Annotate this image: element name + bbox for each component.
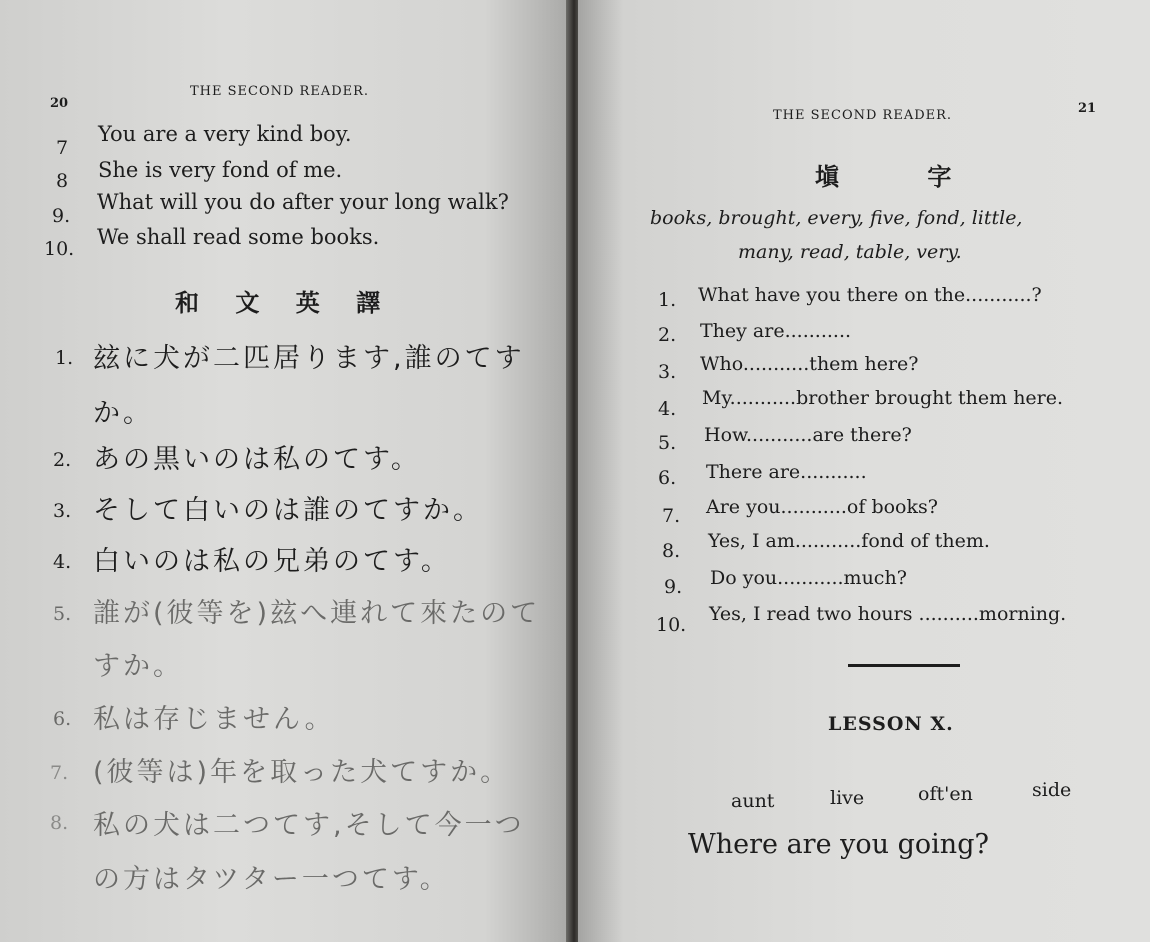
exercise-number: 5. — [658, 432, 677, 454]
line-number: 1. — [55, 347, 74, 369]
exercise-number: 8. — [662, 540, 681, 562]
exercise-text: Yes, I am...........fond of them. — [708, 530, 990, 552]
vocab-word: oft'en — [918, 783, 973, 805]
english-line: She is very fond of me. — [98, 158, 343, 182]
exercise-text: They are........... — [700, 320, 852, 342]
line-number: 10. — [44, 238, 75, 260]
line-number: 4. — [53, 551, 72, 573]
japanese-line: 白いのは私の兄弟のてす。 — [93, 546, 451, 577]
vocab-word: live — [830, 787, 865, 809]
japanese-line: 玆に犬が二匹居ります,誰のてす — [93, 343, 525, 374]
line-number: 7 — [56, 137, 69, 159]
exercise-text: Do you...........much? — [710, 567, 907, 589]
vocab-word: side — [1032, 779, 1072, 801]
exercise-text: My...........brother brought them here. — [702, 387, 1064, 409]
line-number: 9. — [52, 205, 71, 227]
section-heading: 和 文 英 譯 — [175, 289, 395, 317]
english-line: We shall read some books. — [97, 225, 380, 249]
exercise-number: 1. — [658, 289, 677, 311]
exercise-text: Yes, I read two hours ..........morning. — [709, 603, 1067, 625]
exercise-number: 10. — [656, 614, 687, 636]
running-header: THE SECOND READER. — [190, 84, 370, 99]
line-number: 2. — [53, 449, 72, 471]
exercise-number: 6. — [658, 467, 677, 489]
lesson-title: LESSON X. — [828, 713, 954, 735]
exercise-number: 4. — [658, 398, 677, 420]
japanese-line: 私は存じません。 — [93, 704, 335, 735]
japanese-line: 誰が(彼等を)玆へ連れて來たのて — [93, 598, 541, 629]
section-heading: 塡 字 — [815, 163, 992, 191]
running-header: THE SECOND READER. — [773, 108, 953, 123]
japanese-line: 私の犬は二つてす,そして今一つ — [93, 810, 525, 841]
page-number: 21 — [1078, 101, 1097, 116]
line-number: 8. — [50, 812, 69, 834]
english-line: What will you do after your long walk? — [97, 190, 509, 214]
left-page — [0, 0, 570, 942]
japanese-line: (彼等は)年を取った犬てすか。 — [93, 757, 511, 788]
exercise-number: 9. — [664, 576, 683, 598]
japanese-line: そして白いのは誰のてすか。 — [93, 495, 483, 526]
right-page — [578, 0, 1150, 942]
japanese-line-continued: の方はタツター一つてす。 — [93, 864, 450, 895]
exercise-number: 2. — [658, 324, 677, 346]
word-bank-line: books, brought, every, five, fond, little, — [650, 207, 1023, 229]
line-number: 7. — [50, 762, 69, 784]
exercise-text: There are........... — [706, 461, 867, 483]
word-bank-line: many, read, table, very. — [738, 241, 962, 263]
section-divider — [848, 664, 960, 667]
line-number: 5. — [53, 603, 72, 625]
exercise-number: 7. — [662, 505, 681, 527]
vocab-word: aunt — [731, 790, 775, 812]
exercise-text: Are you...........of books? — [706, 496, 938, 518]
japanese-line: あの黒いのは私のてす。 — [93, 444, 421, 475]
exercise-text: What have you there on the...........? — [698, 284, 1042, 306]
exercise-text: Who...........them here? — [700, 353, 919, 375]
lesson-first-line: Where are you going? — [688, 829, 989, 860]
line-number: 3. — [53, 500, 72, 522]
exercise-number: 3. — [658, 361, 677, 383]
line-number: 8 — [56, 170, 69, 192]
japanese-line-continued: すか。 — [93, 651, 183, 682]
japanese-line-continued: か。 — [93, 398, 153, 429]
page-number: 20 — [50, 96, 69, 111]
english-line: You are a very kind boy. — [98, 122, 352, 146]
exercise-text: How...........are there? — [704, 424, 912, 446]
line-number: 6. — [53, 708, 72, 730]
